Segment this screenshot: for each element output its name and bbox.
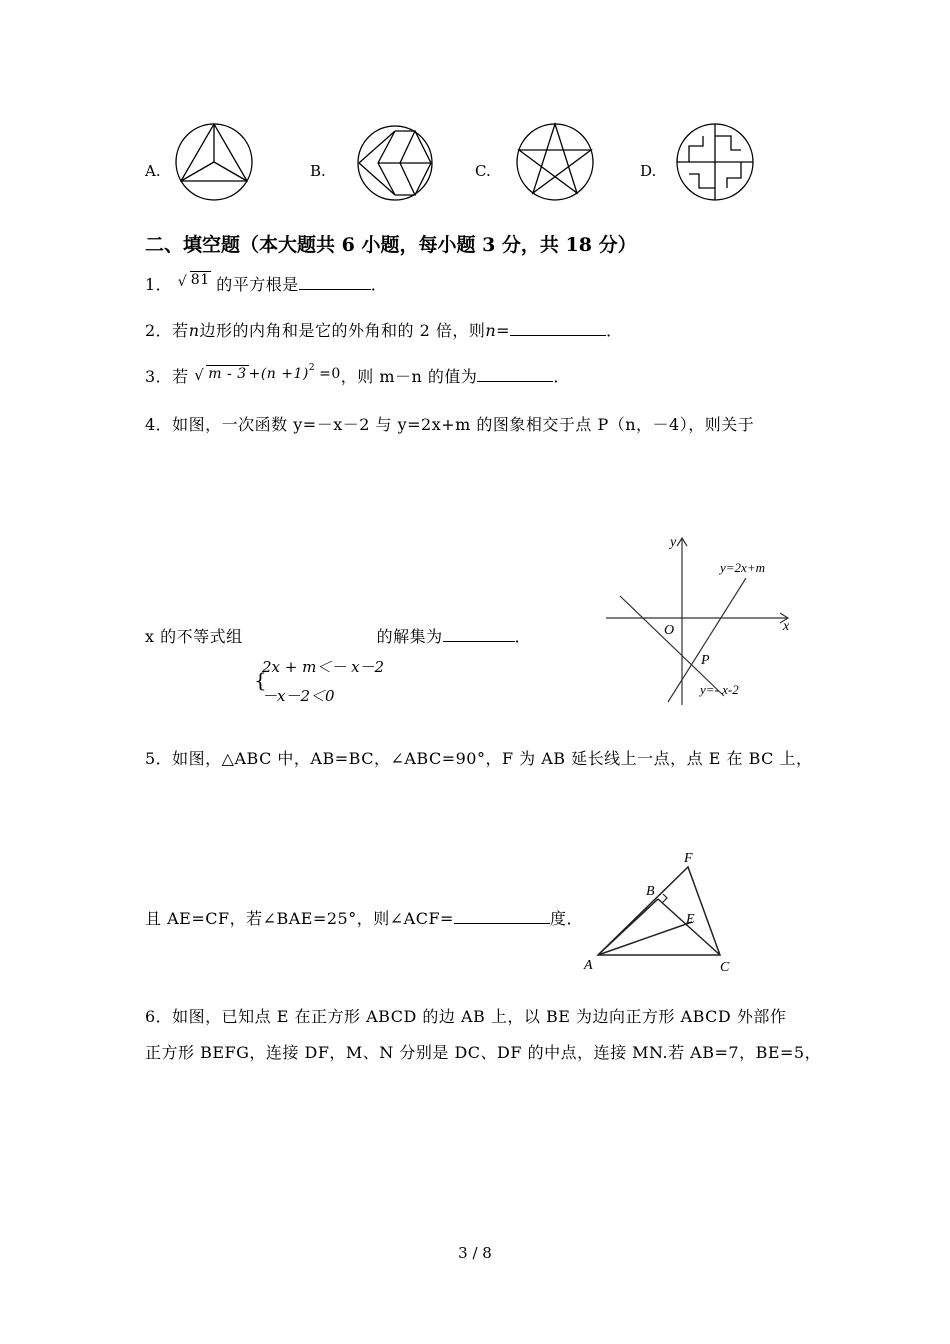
right-angle-icon: [662, 894, 667, 903]
q3-text: ，则 m－n 的值为: [340, 367, 478, 386]
question-2: [145, 318, 623, 341]
q4-answer-blank[interactable]: [443, 625, 515, 642]
vertex-a-label: A: [584, 958, 593, 973]
q3-sqrt: √ m - 3: [194, 366, 247, 384]
y-axis-label: y: [670, 535, 677, 550]
line2-label: y=- x-2: [700, 682, 739, 697]
segment-ae: [598, 922, 692, 955]
q4-system-brace: {: [254, 668, 267, 692]
q2-eq: =: [496, 321, 511, 340]
option-a-label: A.: [145, 162, 161, 180]
option-c-label: C.: [475, 162, 491, 180]
point-e-label: E: [686, 912, 695, 927]
q4-inequality-1: 2x + m＜－ x－2: [262, 658, 385, 676]
line1-label: y=2x+m: [720, 560, 765, 575]
q2-var: n: [188, 321, 200, 340]
q4-inequality-2: －x－2＜0: [262, 687, 335, 705]
q5-triangle-figure: [580, 845, 740, 975]
vertex-c-label: C: [720, 960, 730, 975]
q3-end: ．: [553, 367, 570, 386]
origin-label: O: [664, 623, 675, 638]
page-number: 3 / 8: [458, 1244, 492, 1262]
question-6-line1: 6．如图，已知点 E 在正方形 ABCD 的边 AB 上，以 BE 为边向正方形 ABCD 外部作: [145, 1007, 787, 1026]
question-5-line1: 5．如图，△ABC 中，AB=BC，∠ABC=90°，F 为 AB 延长线上一点，点 E 在 BC 上，: [145, 749, 813, 768]
segment-bc: [658, 899, 720, 955]
circle-pentagram-icon: [515, 122, 597, 204]
x-axis-label: x: [783, 619, 790, 634]
q3-answer-blank[interactable]: [477, 365, 553, 382]
q3-exponent: 2: [308, 362, 316, 373]
circle-inscribed-triangle-icon: [174, 122, 256, 204]
circle-arrow-pattern-icon: [356, 124, 436, 204]
q1-answer-blank[interactable]: [299, 273, 371, 290]
q3-plus: +: [248, 366, 261, 382]
line-y-neg-x-minus-2: [620, 596, 724, 696]
q1-end: ．: [370, 275, 388, 294]
q5-text-b: 度．: [549, 909, 583, 928]
point-p-label: P: [701, 653, 710, 668]
q2-end: ．: [606, 321, 623, 340]
q1-number: 1．: [145, 275, 173, 294]
q3-paren: (n +1): [260, 366, 309, 382]
question-4-line2: [145, 624, 531, 647]
q5-text-a: 且 AE=CF，若∠BAE=25°，则∠ACF=: [145, 909, 454, 928]
question-6-line2: 正方形 BEFG，连接 DF，M、N 分别是 DC、DF 的中点，连接 MN.若 AB=7，BE=5，: [145, 1043, 822, 1062]
q1-radicand: 81: [190, 272, 210, 288]
question-1: [145, 272, 387, 295]
q3-number: 3．若: [145, 367, 189, 386]
question-4-line1: 4．如图，一次函数 y=－x－2 与 y=2x+m 的图象相交于点 P（n，－4），则关于: [145, 415, 755, 434]
q1-sqrt: √ 81: [177, 272, 210, 290]
segment-ab: [598, 899, 658, 955]
q4-line-graph: [600, 530, 800, 710]
q1-text: 的平方根是: [216, 275, 299, 294]
vertex-b-label: B: [646, 884, 655, 899]
q2-text: 边形的内角和是它的外角和的 2 倍，则: [199, 321, 486, 340]
circle-pinwheel-icon: [675, 122, 757, 204]
q2-answer-blank[interactable]: [510, 319, 606, 336]
option-b-label: B.: [310, 162, 326, 180]
q2-number: 2．若: [145, 321, 189, 340]
q3-radicand: m - 3: [208, 366, 247, 382]
q3-eq: =0: [319, 366, 341, 382]
point-f-label: F: [684, 851, 693, 866]
q5-answer-blank[interactable]: [454, 907, 550, 924]
question-5-line2: [145, 906, 583, 929]
q2-var2: n: [485, 321, 497, 340]
section-title: 二、填空题（本大题共 6 小题，每小题 3 分，共 18 分）: [145, 234, 637, 256]
question-3: [145, 364, 570, 387]
q4-text-b: 的解集为: [376, 627, 443, 646]
q4-text-a: x 的不等式组: [145, 627, 243, 646]
triangle-afc: [598, 867, 720, 955]
q4-end: ．: [514, 627, 532, 646]
option-d-label: D.: [640, 162, 657, 180]
